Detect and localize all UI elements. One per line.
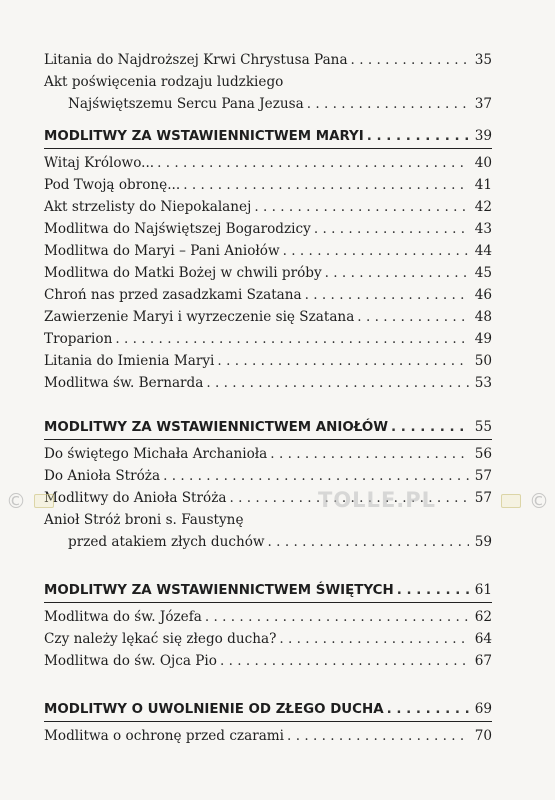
toc-entry-page: 67 bbox=[474, 653, 492, 669]
toc-entry bbox=[44, 72, 492, 92]
toc-entry bbox=[44, 50, 492, 70]
toc-entry-title: Akt strzelisty do Niepokalanej bbox=[44, 199, 252, 215]
toc-entry-page: 64 bbox=[474, 631, 492, 647]
section-heading bbox=[44, 126, 492, 146]
toc-entry-page: 50 bbox=[474, 353, 492, 369]
toc-entry-page: 35 bbox=[474, 52, 492, 68]
section-heading-title: MODLITWY ZA WSTAWIENNICTWEM MARYI bbox=[44, 129, 364, 144]
section-heading-page: 61 bbox=[474, 582, 492, 598]
toc-entry-page: 37 bbox=[474, 96, 492, 112]
toc-entry bbox=[44, 241, 492, 261]
dot-leader bbox=[217, 351, 469, 371]
section-heading bbox=[44, 580, 492, 600]
toc-entry-title: Modlitwa św. Bernarda bbox=[44, 375, 204, 391]
toc-entry bbox=[44, 488, 492, 508]
section-heading bbox=[44, 699, 492, 719]
dot-leader bbox=[254, 197, 469, 217]
dot-leader bbox=[268, 532, 469, 552]
toc-entry bbox=[44, 726, 492, 746]
toc-entry-title: Modlitwa o ochronę przed czarami bbox=[44, 728, 285, 744]
dot-leader bbox=[163, 466, 469, 486]
toc-entry-title: Modlitwa do Maryi – Pani Aniołów bbox=[44, 243, 280, 259]
toc-entry-page: 45 bbox=[474, 265, 492, 281]
section-rule bbox=[44, 148, 492, 149]
toc-entry bbox=[44, 510, 492, 530]
toc-entry-page: 46 bbox=[474, 287, 492, 303]
toc-entry-page: 42 bbox=[474, 199, 492, 215]
book-icon bbox=[501, 494, 521, 508]
section-heading-title: MODLITWY O UWOLNIENIE OD ZŁEGO DUCHA bbox=[44, 702, 384, 717]
dot-leader bbox=[305, 285, 469, 305]
toc-entry-title: Modlitwa do św. Ojca Pio bbox=[44, 653, 217, 669]
toc-entry-page: 62 bbox=[474, 609, 492, 625]
toc-entry-title: Do Anioła Stróża bbox=[44, 468, 161, 484]
toc-entry-title: Anioł Stróż broni s. Faustynę bbox=[44, 512, 244, 528]
toc-entry bbox=[44, 285, 492, 305]
copyright-icon: © bbox=[6, 489, 26, 513]
dot-leader bbox=[391, 418, 469, 438]
dot-leader bbox=[115, 329, 469, 349]
dot-leader bbox=[357, 307, 469, 327]
toc-entry bbox=[44, 197, 492, 217]
dot-leader bbox=[157, 153, 469, 173]
toc-entry-page: 70 bbox=[474, 728, 492, 744]
table-of-contents bbox=[44, 50, 492, 748]
toc-entry-title: Najświętszemu Sercu Pana Jezusa bbox=[68, 96, 304, 112]
toc-entry bbox=[44, 607, 492, 627]
section-heading-page: 39 bbox=[474, 128, 492, 144]
toc-entry-page: 40 bbox=[474, 155, 492, 171]
toc-entry bbox=[44, 351, 492, 371]
dot-leader bbox=[287, 726, 469, 746]
dot-leader bbox=[351, 50, 469, 70]
toc-entry-page: 44 bbox=[474, 243, 492, 259]
toc-entry-title: Troparion bbox=[44, 331, 113, 347]
dot-leader bbox=[367, 127, 469, 147]
toc-entry bbox=[44, 651, 492, 671]
toc-entry-page: 57 bbox=[474, 490, 492, 506]
section-rule bbox=[44, 721, 492, 722]
toc-entry bbox=[44, 219, 492, 239]
toc-entry bbox=[44, 532, 492, 552]
dot-leader bbox=[397, 581, 469, 601]
dot-leader bbox=[183, 175, 469, 195]
section-heading-page: 55 bbox=[474, 419, 492, 435]
section-heading-page: 69 bbox=[474, 701, 492, 717]
section-heading-title: MODLITWY ZA WSTAWIENNICTWEM ANIOŁÓW bbox=[44, 420, 388, 435]
section-rule bbox=[44, 439, 492, 440]
toc-entry bbox=[44, 175, 492, 195]
toc-entry-title: Akt poświęcenia rodzaju ludzkiego bbox=[44, 74, 284, 90]
toc-entry bbox=[44, 629, 492, 649]
toc-entry bbox=[44, 263, 492, 283]
toc-entry-page: 49 bbox=[474, 331, 492, 347]
toc-entry-title: Modlitwy do Anioła Stróża bbox=[44, 490, 227, 506]
section-heading bbox=[44, 417, 492, 437]
toc-entry bbox=[44, 466, 492, 486]
toc-entry-title: Pod Twoją obronę... bbox=[44, 177, 181, 193]
toc-entry-title: Do świętego Michała Archanioła bbox=[44, 446, 268, 462]
toc-entry bbox=[44, 153, 492, 173]
toc-entry-title: Litania do Najdroższej Krwi Chrystusa Pana bbox=[44, 52, 348, 68]
toc-entry-page: 41 bbox=[474, 177, 492, 193]
toc-entry-title: Modlitwa do Matki Bożej w chwili próby bbox=[44, 265, 322, 281]
dot-leader bbox=[325, 263, 469, 283]
toc-entry-title: Modlitwa do Najświętszej Bogarodzicy bbox=[44, 221, 311, 237]
dot-leader bbox=[206, 373, 469, 393]
dot-leader bbox=[229, 488, 469, 508]
toc-entry bbox=[44, 329, 492, 349]
toc-entry-title: Litania do Imienia Maryi bbox=[44, 353, 215, 369]
watermark-right bbox=[499, 489, 555, 513]
toc-entry-title: Chroń nas przed zasadzkami Szatana bbox=[44, 287, 302, 303]
dot-leader bbox=[270, 444, 469, 464]
toc-entry-page: 53 bbox=[474, 375, 492, 391]
copyright-icon: © bbox=[529, 489, 549, 513]
watermark-logo: TOLLE.PL bbox=[318, 488, 437, 512]
toc-entry-page: 48 bbox=[474, 309, 492, 325]
dot-leader bbox=[205, 607, 469, 627]
dot-leader bbox=[307, 94, 469, 114]
dot-leader bbox=[387, 700, 469, 720]
toc-entry-title: przed atakiem złych duchów bbox=[68, 534, 265, 550]
toc-entry-title: Czy należy lękać się złego ducha? bbox=[44, 631, 277, 647]
toc-entry-page: 59 bbox=[474, 534, 492, 550]
dot-leader bbox=[220, 651, 469, 671]
toc-entry bbox=[44, 94, 492, 114]
section-rule bbox=[44, 602, 492, 603]
toc-entry-title: Witaj Królowo... bbox=[44, 155, 155, 171]
toc-entry-page: 43 bbox=[474, 221, 492, 237]
toc-entry-title: Zawierzenie Maryi i wyrzeczenie się Szatana bbox=[44, 309, 355, 325]
toc-entry bbox=[44, 373, 492, 393]
dot-leader bbox=[283, 241, 469, 261]
dot-leader bbox=[279, 629, 469, 649]
toc-entry bbox=[44, 444, 492, 464]
toc-entry-page: 57 bbox=[474, 468, 492, 484]
toc-entry bbox=[44, 307, 492, 327]
toc-entry-page: 56 bbox=[474, 446, 492, 462]
toc-entry-title: Modlitwa do św. Józefa bbox=[44, 609, 202, 625]
section-heading-title: MODLITWY ZA WSTAWIENNICTWEM ŚWIĘTYCH bbox=[44, 583, 394, 598]
dot-leader bbox=[314, 219, 469, 239]
